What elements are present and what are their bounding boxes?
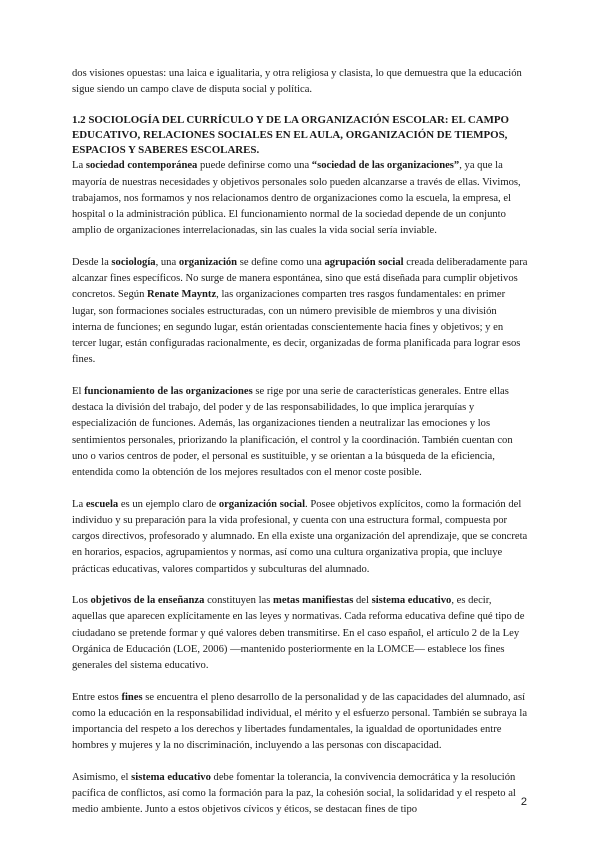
paragraph-teaching-objectives: Los objetivos de la enseñanza constituyen las metas manifiestas del sistema educativo, es decir, aquellas que aparecen explícitamente en las leyes y normativas. Cada reforma educativa define qué tipo de ciudadano se pretende formar y qué valores deben transmitirse. En el caso español, el artículo 2 de la Ley Orgánica de Educación (LOE, 2006) —mantenido posteriormente en la LOMCE— establece los fines generales del sistema educativo. bbox=[72, 595, 525, 672]
paragraph-civic-aims: Asimismo, el sistema educativo debe fomentar la tolerancia, la convivencia democrática y la resolución pacífica de conflictos, así como la formación para la paz, la cohesión social, la solidaridad y el respeto al medio ambiente. Junto a estos objetivos cívicos y éticos, se destacan fines de tipo bbox=[72, 771, 516, 816]
paragraph-school-organization: La escuela es un ejemplo claro de organización social. Posee objetivos explícitos, como la formación del individuo y su preparación para la vida profesional, y cuenta con una estructura formal, compuesta por cargos directivos, profesorado y alumnado. En ella existe una organización del aprendizaje, que se concreta en horarios, espacios, agrupamientos y normas, así como una cultura organizativa propia, que incluye prácticas educativas, valores compartidos y subculturas del alumnado. bbox=[72, 498, 528, 575]
paragraph-organizations-society: La sociedad contemporánea puede definirse como una “sociedad de las organizaciones”, ya que la mayoría de nuestras necesidades y objetivos personales solo pueden alcanzarse a través de ellas. Vivimos, trabajamos, nos formamos y nos relacionamos dentro de organizaciones como la escuela, la empresa, el hospital o la administración pública. El funcionamiento normal de la sociedad depende de un conjunto amplio de organizaciones interrelacionadas, sin las cuales la vida social sería inviable. bbox=[72, 160, 521, 237]
paragraph-organization-functioning: El funcionamiento de las organizaciones se rige por una serie de características generales. Entre ellas destaca la división del trabajo, del poder y de las responsabilidades, lo que implica jerarquías y especialización de funciones. Además, las organizaciones tienden a neutralizar las emociones y los sentimientos personales, priorizando la planificación, el control y la coordinación. También cuentan con uno o varios centros de poder, el personal es sustituible, y se orientan a la búsqueda de la eficiencia, entendida como la obtención de los mejores resultados con el menor coste posible. bbox=[72, 385, 513, 479]
paragraph-educational-aims: Entre estos fines se encuentra el pleno desarrollo de la personalidad y de las capacidades del alumnado, así como la educación en la responsabilidad individual, el mérito y el esfuerzo personal. También se subraya la importancia del respeto a los derechos y libertades fundamentales, la igualdad de oportunidades entre hombres y mujeres y la no discriminación, incluyendo a las personas con discapacidad. bbox=[72, 691, 528, 752]
document-page bbox=[72, 66, 528, 819]
section-heading: 1.2 SOCIOLOGÍA DEL CURRÍCULO Y DE LA ORGANIZACIÓN ESCOLAR: EL CAMPO EDUCATIVO, RELACIONES SOCIALES EN EL AULA, ORGANIZACIÓN DE TIEMPOS, ESPACIOS Y SABERES ESCOLARES. bbox=[72, 113, 509, 156]
intro-paragraph: dos visiones opuestas: una laica e igualitaria, y otra religiosa y clasista, lo que demuestra que la educación sigue siendo un campo clave de disputa social y política. bbox=[72, 68, 522, 96]
paragraph-organization-definition: Desde la sociología, una organización se define como una agrupación social creada deliberadamente para alcanzar fines específicos. No surge de manera espontánea, sino que está diseñada para cumplir objetivos concretos. Según Renate Mayntz, las organizaciones comparten tres rasgos fundamentales: en primer lugar, son formaciones sociales estructuradas, con un número previsible de miembros y una división interna de funciones; en segundo lugar, están orientadas conscientemente hacia fines y objetivos; y en tercer lugar, están configuradas racionalmente, es decir, organizadas de forma planificada para lograr esos fines. bbox=[72, 256, 528, 366]
page-number: 2 bbox=[520, 796, 527, 808]
